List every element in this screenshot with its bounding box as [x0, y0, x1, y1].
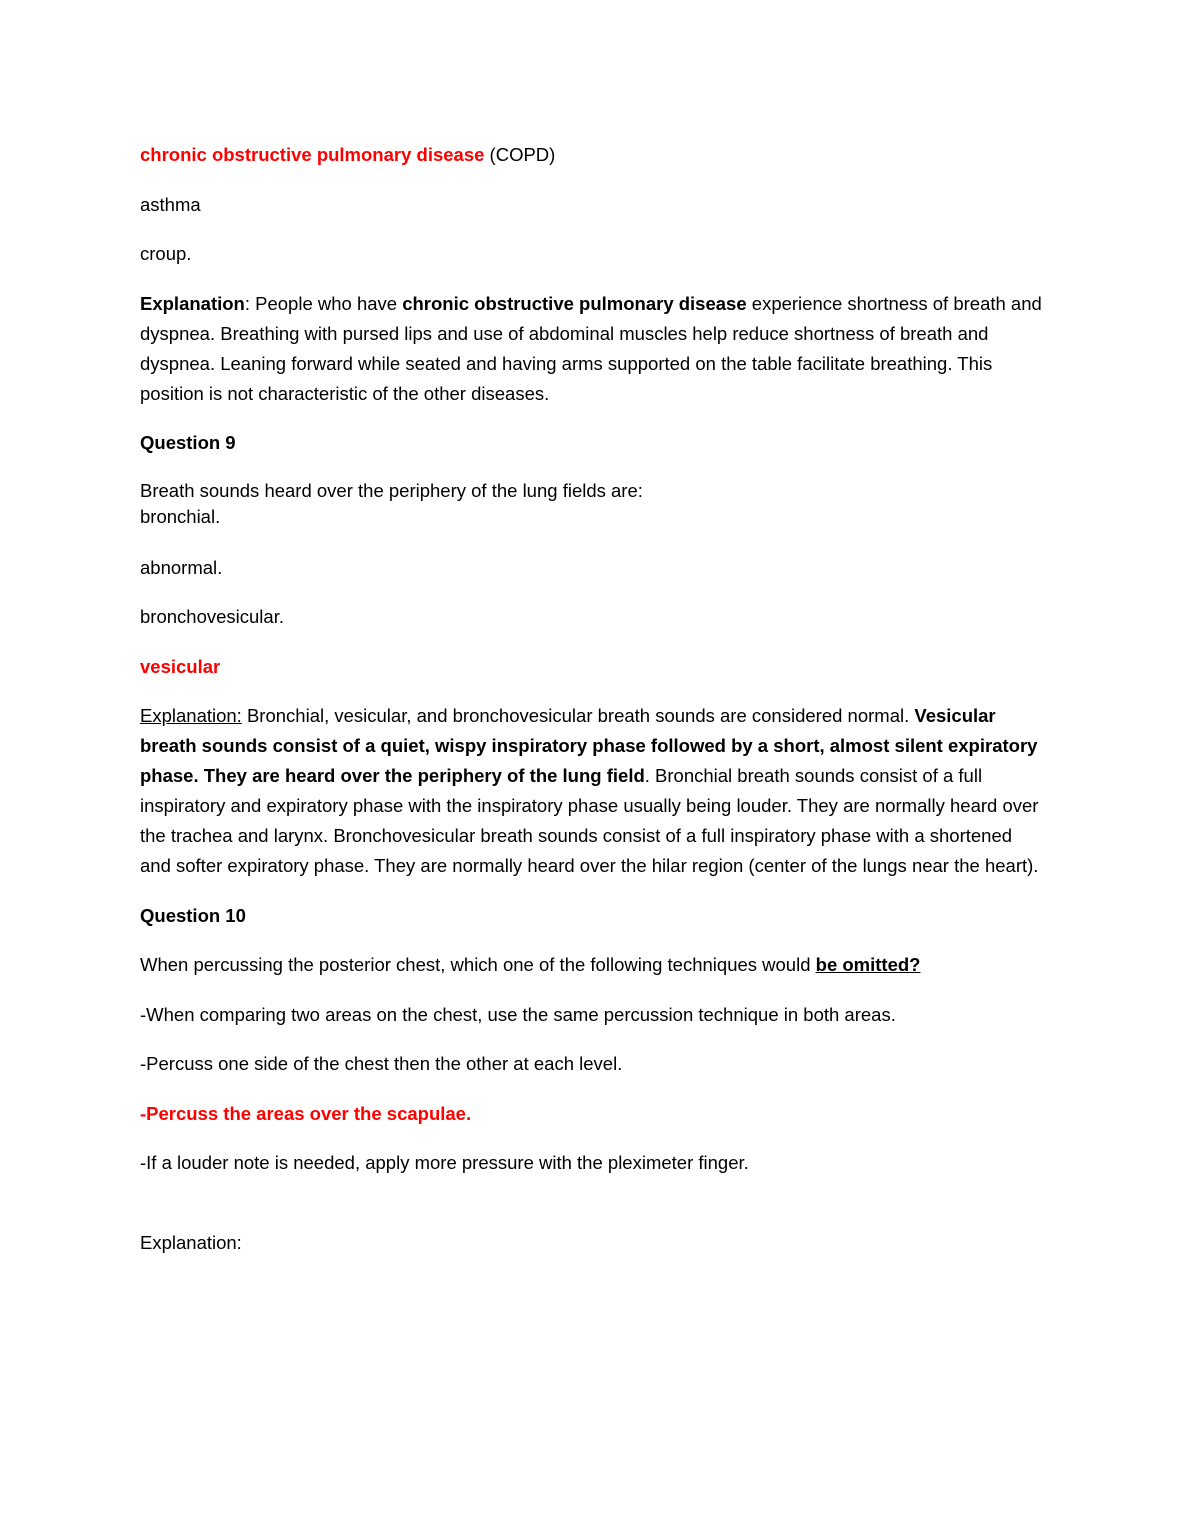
- q9-heading: Question 9: [140, 432, 236, 453]
- q8-option-b: asthma: [140, 193, 201, 215]
- q8-explanation-text-1: : People who have: [244, 292, 403, 314]
- q9-correct-answer: vesicular: [140, 655, 221, 677]
- q8-explanation-bold: chronic obstructive pulmonary disease: [402, 292, 747, 314]
- q9-option-b: abnormal.: [140, 556, 223, 578]
- q8-explanation: [140, 289, 1045, 409]
- blank-line: [140, 1198, 1045, 1228]
- q9-explanation-text-2: . Bronchial breath sounds consist of a full inspiratory and expiratory phase with the inspiratory phase usually being louder. They are normally heard over the trachea and larynx. Bronchovesicular breath sounds consist of a full inspiratory phase with a shortened and softer expiratory phase. They are normally heard over the hilar region (center of the lungs near the heart).: [140, 765, 1039, 876]
- q8-option-c: croup.: [140, 243, 192, 264]
- q8-option-a-suffix: (COPD): [484, 144, 556, 165]
- q9-explanation-text-1: Bronchial, vesicular, and bronchovesicular breath sounds are considered normal.: [241, 705, 915, 726]
- q10-option-d: -If a louder note is needed, apply more pressure with the pleximeter finger.: [140, 1152, 749, 1173]
- q8-option-a: [140, 140, 1045, 170]
- q10-stem-emphasis: be omitted?: [815, 954, 921, 975]
- q8-explanation-label: Explanation: [140, 292, 245, 314]
- q10-stem-text: When percussing the posterior chest, which one of the following techniques would: [140, 954, 816, 975]
- q10-heading: Question 10: [140, 904, 246, 926]
- q9-explanation: [140, 701, 1045, 881]
- q9-option-a: bronchial.: [140, 505, 221, 527]
- q9-stem: Breath sounds heard over the periphery of the lung fields are:: [140, 479, 643, 501]
- document-page: [140, 140, 1045, 1277]
- q10-option-b: -Percuss one side of the chest then the other at each level.: [140, 1053, 623, 1074]
- q9-option-c: bronchovesicular.: [140, 606, 284, 627]
- q8-explanation-text-2: experience shortness of breath and dyspnea. Breathing with pursed lips and use of abdominal muscles help reduce shortness of breath and dyspnea. Leaning forward while seated and having arms supported on the table facilitate breathing. This position is not characteristic of the other diseases.: [140, 292, 1042, 404]
- q10-option-a: -When comparing two areas on the chest, use the same percussion technique in both areas.: [140, 1003, 896, 1025]
- q10-stem: [140, 950, 1045, 980]
- q10-correct-answer: -Percuss the areas over the scapulae.: [140, 1102, 472, 1124]
- q8-correct-answer: chronic obstructive pulmonary disease: [140, 144, 485, 165]
- q10-explanation-label: Explanation:: [140, 1231, 242, 1253]
- q9-explanation-bold: Vesicular breath sounds consist of a quiet, wispy inspiratory phase followed by a short, almost silent expiratory phase. They are heard over the periphery of the lung field: [140, 705, 1038, 786]
- q9-explanation-label: Explanation:: [140, 705, 242, 726]
